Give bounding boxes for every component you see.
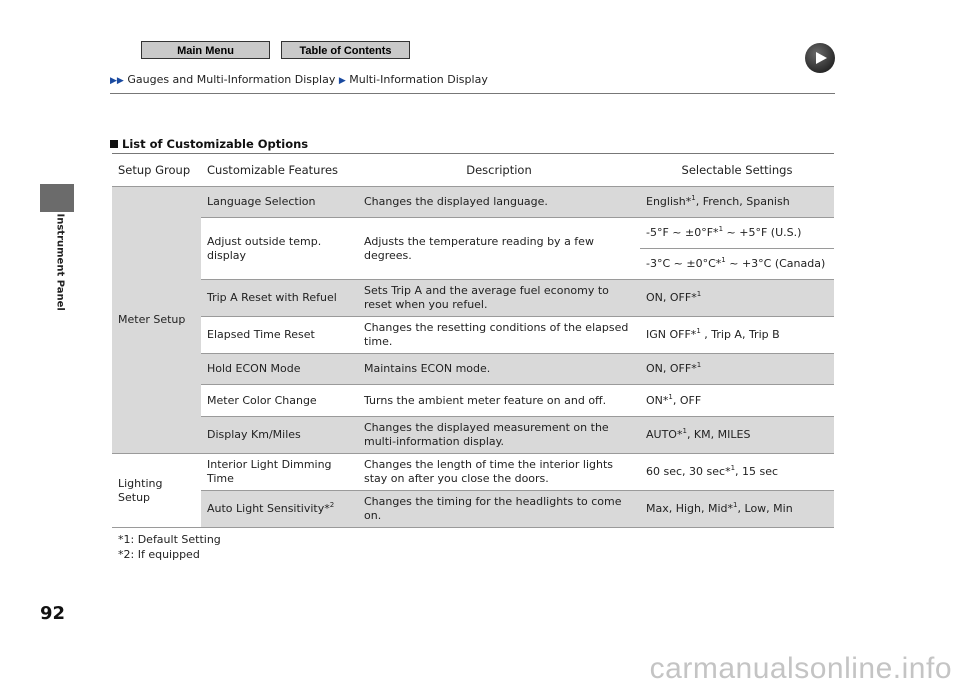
description-cell: Maintains ECON mode. <box>358 354 640 385</box>
table-row <box>112 187 834 218</box>
description-cell: Adjusts the temperature reading by a few degrees. <box>358 218 640 280</box>
breadcrumb <box>110 73 488 86</box>
feature-cell: Interior Light Dimming Time <box>201 454 358 491</box>
settings-cell: -5°F ~ ±0°F*$^1$ ~ +5°F (U.S.) <box>640 218 834 249</box>
settings-cell: -3°C ~ ±0°C*$^1$ ~ +3°C (Canada) <box>640 249 834 280</box>
feature-cell: Elapsed Time Reset <box>201 317 358 354</box>
settings-cell: Max, High, Mid*$^1$, Low, Min <box>640 491 834 528</box>
table-row <box>112 417 834 454</box>
breadcrumb-arrow-icon: ▶▶ <box>110 76 124 86</box>
square-bullet-icon <box>110 140 118 148</box>
chapter-label-text: Instrument Panel <box>54 213 66 311</box>
customizable-options-table <box>112 153 834 528</box>
feature-cell: Hold ECON Mode <box>201 354 358 385</box>
feature-cell: Meter Color Change <box>201 385 358 417</box>
main-menu-button[interactable]: Main Menu <box>141 41 270 59</box>
description-cell: Sets Trip A and the average fuel economy to reset when you refuel. <box>358 280 640 317</box>
header-description: Description <box>358 154 640 187</box>
settings-cell: IGN OFF*$^1$ , Trip A, Trip B <box>640 317 834 354</box>
feature-cell: Language Selection <box>201 187 358 218</box>
settings-cell: ON, OFF*$^1$ <box>640 280 834 317</box>
settings-cell: ON, OFF*$^1$ <box>640 354 834 385</box>
breadcrumb-arrow-icon: ▶ <box>338 76 346 86</box>
table-row <box>112 280 834 317</box>
watermark: carmanualsonline.info <box>649 652 952 685</box>
feature-cell: Display Km/Miles <box>201 417 358 454</box>
description-cell: Turns the ambient meter feature on and off. <box>358 385 640 417</box>
header-divider <box>110 93 835 94</box>
table-of-contents-button[interactable]: Table of Contents <box>281 41 410 59</box>
description-cell: Changes the resetting conditions of the elapsed time. <box>358 317 640 354</box>
description-cell: Changes the length of time the interior lights stay on after you close the doors. <box>358 454 640 491</box>
group-meter-setup: Meter Setup <box>112 187 201 454</box>
group-lighting-setup: Lighting Setup <box>112 454 201 528</box>
breadcrumb-item[interactable]: Gauges and Multi-Information Display <box>127 73 336 86</box>
next-page-button[interactable] <box>805 43 835 73</box>
settings-cell: 60 sec, 30 sec*$^1$, 15 sec <box>640 454 834 491</box>
table-row <box>112 491 834 528</box>
page-number: 92 <box>40 603 66 624</box>
description-cell: Changes the displayed language. <box>358 187 640 218</box>
description-cell: Changes the timing for the headlights to come on. <box>358 491 640 528</box>
breadcrumb-item[interactable]: Multi-Information Display <box>349 73 488 86</box>
table-row <box>112 218 834 249</box>
section-title-text: List of Customizable Options <box>122 137 309 151</box>
description-cell: Changes the displayed measurement on the multi-information display. <box>358 417 640 454</box>
table-header-row <box>112 154 834 187</box>
header-selectable-settings: Selectable Settings <box>640 154 834 187</box>
header-setup-group: Setup Group <box>112 154 201 187</box>
settings-cell: English*$^1$, French, Spanish <box>640 187 834 218</box>
footnote-if-equipped: *2: If equipped <box>118 548 200 561</box>
table-row <box>112 385 834 417</box>
settings-cell: ON*$^1$, OFF <box>640 385 834 417</box>
settings-cell: AUTO*$^1$, KM, MILES <box>640 417 834 454</box>
header-customizable-features: Customizable Features <box>201 154 358 187</box>
section-title <box>110 137 308 151</box>
chapter-tab-marker <box>40 184 74 212</box>
footnote-default-setting: *1: Default Setting <box>118 533 221 546</box>
table-row <box>112 454 834 491</box>
chapter-label <box>53 213 67 311</box>
feature-cell: Auto Light Sensitivity*$^2$ <box>201 491 358 528</box>
feature-cell: Adjust outside temp. display <box>201 218 358 280</box>
table-row <box>112 317 834 354</box>
feature-cell: Trip A Reset with Refuel <box>201 280 358 317</box>
footnotes <box>118 532 221 562</box>
table-row <box>112 354 834 385</box>
